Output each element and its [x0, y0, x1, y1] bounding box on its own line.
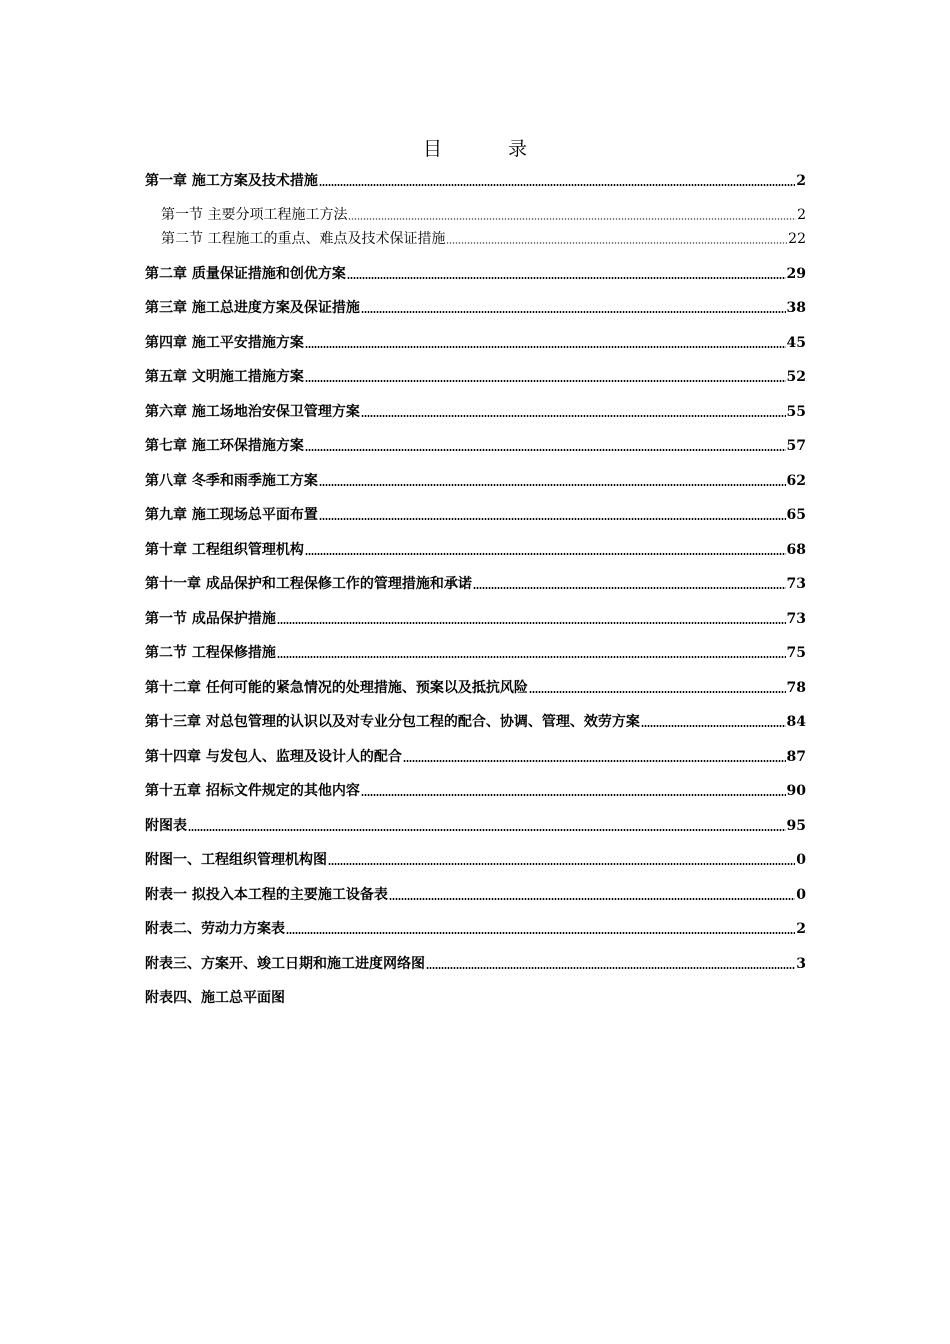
toc-entry[interactable] [145, 573, 806, 595]
toc-dot-leader [446, 241, 787, 245]
toc-dot-leader [348, 217, 796, 221]
toc-entry-label: 附表一 拟投入本工程的主要施工设备表 [145, 887, 388, 903]
toc-page-number: 55 [786, 404, 806, 420]
toc-dot-leader [361, 793, 786, 797]
toc-page-number: 95 [786, 818, 806, 834]
toc-dot-leader [529, 690, 786, 694]
toc-page-number: 73 [786, 576, 806, 592]
toc-entry-label: 第十五章 招标文件规定的其他内容 [145, 783, 360, 799]
toc-dot-leader [389, 897, 795, 901]
toc-page-number: 22 [788, 231, 806, 247]
toc-dot-leader [403, 759, 786, 763]
toc-entry-label: 附图表 [145, 818, 187, 834]
toc-entry-label: 第一节 成品保护措施 [145, 611, 276, 627]
toc-entry[interactable] [145, 470, 806, 492]
toc-dot-leader [277, 655, 786, 659]
toc-entry-label: 第二节 工程保修措施 [145, 645, 276, 661]
toc-entry[interactable] [145, 746, 806, 768]
toc-page-number: 68 [786, 542, 806, 558]
toc-entry-label: 第十四章 与发包人、监理及设计人的配合 [145, 749, 402, 765]
toc-dot-leader [361, 414, 786, 418]
toc-dot-leader [305, 345, 786, 349]
toc-dot-leader [305, 379, 786, 383]
toc-page-number: 90 [786, 783, 806, 799]
toc-dot-leader [426, 966, 795, 970]
toc-entry-label: 第二节 工程施工的重点、难点及技术保证措施 [161, 231, 446, 247]
toc-dot-leader [347, 276, 786, 280]
toc-entry-label: 第一章 施工方案及技术措施 [145, 173, 318, 189]
toc-entry-label: 第十一章 成品保护和工程保修工作的管理措施和承诺 [145, 576, 472, 592]
toc-entry[interactable] [145, 815, 806, 837]
toc-page-number: 29 [786, 266, 806, 282]
toc-dot-leader [286, 931, 795, 935]
toc-entry[interactable] [145, 642, 806, 664]
toc-entry-label: 附图一、工程组织管理机构图 [145, 852, 327, 868]
toc-entry[interactable] [145, 332, 806, 354]
toc-dot-leader [319, 183, 795, 187]
toc-entry[interactable] [145, 884, 806, 906]
toc-page-number: 3 [796, 956, 806, 972]
toc-entry[interactable] [161, 204, 806, 226]
toc-entry-label: 第十章 工程组织管理机构 [145, 542, 304, 558]
toc-entry-label: 第一节 主要分项工程施工方法 [161, 207, 348, 223]
toc-page-number: 2 [796, 173, 806, 189]
toc-page-number: 0 [796, 887, 806, 903]
toc-page-number: 45 [786, 335, 806, 351]
toc-entry-label: 第八章 冬季和雨季施工方案 [145, 473, 318, 489]
toc-dot-leader [328, 862, 795, 866]
toc-entry[interactable] [145, 504, 806, 526]
toc-page-number: 75 [786, 645, 806, 661]
toc-title: 目 录 [422, 138, 558, 160]
toc-entry-label: 附表四、施工总平面图 [145, 990, 285, 1006]
toc-entry[interactable] [145, 608, 806, 630]
toc-entry-label: 第十二章 任何可能的紧急情况的处理措施、预案以及抵抗风险 [145, 680, 528, 696]
toc-entry[interactable] [145, 435, 806, 457]
toc-entry-label: 第五章 文明施工措施方案 [145, 369, 304, 385]
toc-entry-label: 第十三章 对总包管理的认识以及对专业分包工程的配合、协调、管理、效劳方案 [145, 714, 640, 730]
toc-dot-leader [361, 310, 786, 314]
toc-entry-label: 第七章 施工环保措施方案 [145, 438, 304, 454]
toc-page-number: 52 [786, 369, 806, 385]
toc-page-number: 38 [786, 300, 806, 316]
toc-dot-leader [305, 552, 786, 556]
toc-page-number: 62 [786, 473, 806, 489]
toc-dot-leader [319, 517, 786, 521]
toc-entry-label: 附表三、方案开、竣工日期和施工进度网络图 [145, 956, 425, 972]
toc-dot-leader [473, 586, 786, 590]
toc-entry-label: 第九章 施工现场总平面布置 [145, 507, 318, 523]
toc-entry-label: 第二章 质量保证措施和创优方案 [145, 266, 346, 282]
toc-page-number: 2 [796, 921, 806, 937]
toc-dot-leader [305, 448, 786, 452]
toc-entry[interactable] [145, 366, 806, 388]
toc-entry[interactable] [145, 677, 806, 699]
toc-page-number: 78 [786, 680, 806, 696]
toc-page-number: 0 [796, 852, 806, 868]
toc-entry-label: 附表二、劳动力方案表 [145, 921, 285, 937]
toc-entry[interactable] [145, 170, 806, 192]
toc-page-number: 57 [786, 438, 806, 454]
toc-entry-label: 第四章 施工平安措施方案 [145, 335, 304, 351]
toc-entry[interactable] [145, 297, 806, 319]
toc-entry-label: 第六章 施工场地治安保卫管理方案 [145, 404, 360, 420]
toc-entry[interactable] [145, 987, 806, 1009]
toc-page-number: 87 [786, 749, 806, 765]
toc-entry-label: 第三章 施工总进度方案及保证措施 [145, 300, 360, 316]
toc-entry[interactable] [145, 539, 806, 561]
toc-page-number: 2 [797, 207, 806, 223]
toc-dot-leader [319, 483, 786, 487]
toc-dot-leader [277, 621, 786, 625]
toc-page-number: 84 [786, 714, 806, 730]
toc-entry[interactable] [145, 918, 806, 940]
toc-dot-leader [641, 724, 786, 728]
toc-dot-leader [188, 828, 786, 832]
toc-entry[interactable] [145, 780, 806, 802]
toc-entry[interactable] [145, 711, 806, 733]
toc-page-number: 65 [786, 507, 806, 523]
toc-entry[interactable] [145, 263, 806, 285]
toc-entry[interactable] [145, 849, 806, 871]
toc-page-number: 73 [786, 611, 806, 627]
toc-entry[interactable] [145, 953, 806, 975]
toc-entry[interactable] [161, 228, 806, 250]
toc-entry[interactable] [145, 401, 806, 423]
